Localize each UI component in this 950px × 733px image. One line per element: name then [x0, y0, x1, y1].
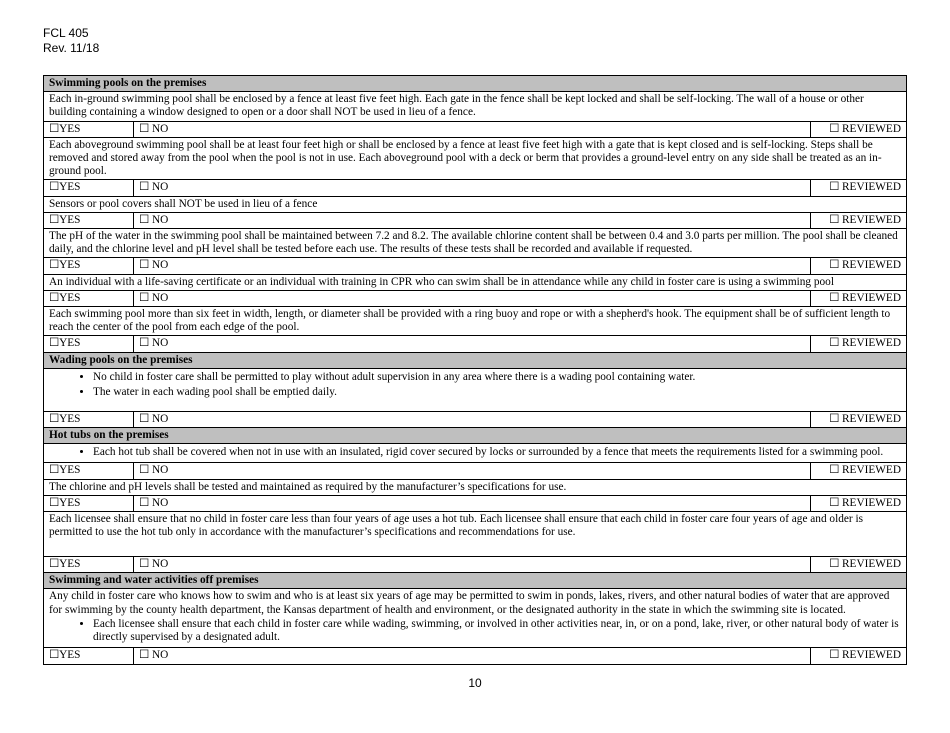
requirement-paragraph: The chlorine and pH levels shall be tested and maintained as required by the manufacturer’s specifications for use.: [49, 480, 567, 493]
requirement-row: [44, 368, 907, 411]
requirement-row: [44, 274, 907, 290]
section-title: Swimming pools on the premises: [44, 76, 907, 92]
reviewed-checkbox[interactable]: ☐ REVIEWED: [810, 336, 906, 352]
section-header-row: [44, 76, 907, 92]
reviewed-checkbox[interactable]: ☐ REVIEWED: [810, 258, 906, 274]
requirement-paragraph: Each licensee shall ensure that no child in foster care less than four years of age uses a hot tub. Each licensee shall ensure that each child in foster care four years of age and older is permitted to use the hot tub only in accordance with the manufacturer’s specifications and recommendations for use.: [49, 513, 863, 539]
yes-checkbox[interactable]: ☐YES: [44, 180, 134, 196]
yes-checkbox[interactable]: ☐YES: [44, 463, 134, 479]
yes-checkbox[interactable]: ☐YES: [44, 648, 134, 664]
requirement-text: [44, 479, 907, 495]
requirement-row: [44, 196, 907, 212]
reviewed-checkbox[interactable]: ☐ REVIEWED: [810, 648, 906, 664]
requirement-bullets: [49, 618, 901, 644]
requirement-text: [44, 137, 907, 180]
yes-checkbox[interactable]: ☐YES: [44, 411, 134, 427]
reviewed-checkbox[interactable]: ☐ REVIEWED: [810, 411, 906, 427]
no-checkbox[interactable]: ☐ NO: [134, 648, 811, 664]
no-checkbox[interactable]: ☐ NO: [134, 557, 811, 573]
requirement-text: [44, 92, 907, 121]
no-checkbox[interactable]: ☐ NO: [134, 212, 811, 228]
requirement-row: [44, 512, 907, 557]
yes-checkbox[interactable]: ☐YES: [44, 336, 134, 352]
requirement-bullet: • Each licensee shall ensure that each child in foster care while wading, swimming, or involved in other activities near, in, or on a pond, lake, river, or other natural body of water is directly supervised by a designated adult.: [93, 618, 901, 644]
checkbox-row: [44, 463, 907, 479]
requirement-row: [44, 444, 907, 463]
requirement-bullets: [49, 446, 901, 459]
section-header-row: [44, 428, 907, 444]
reviewed-checkbox[interactable]: ☐ REVIEWED: [810, 463, 906, 479]
requirement-bullet: • Each hot tub shall be covered when not in use with an insulated, rigid cover secured by locks or surrounded by a fence that meets the requirements listed for a swimming pool.: [93, 446, 901, 459]
no-checkbox[interactable]: ☐ NO: [134, 336, 811, 352]
checkbox-row: [44, 411, 907, 427]
requirement-bullet: • No child in foster care shall be permitted to play without adult supervision in any area where there is a wading pool containing water.: [93, 371, 901, 384]
requirement-bullet: • The water in each wading pool shall be emptied daily.: [93, 386, 901, 399]
checkbox-row: [44, 180, 907, 196]
requirement-row: [44, 589, 907, 648]
requirement-row: [44, 229, 907, 258]
requirement-paragraph: An individual with a life-saving certificate or an individual with training in CPR who can swim shall be in attendance while any child in foster care is using a swimming pool: [49, 275, 834, 288]
requirement-paragraph: Each aboveground swimming pool shall be at least four feet high or shall be enclosed by a fence at least five feet high with a gate that is kept closed and is self-locking. Steps shall be removed and stored away from the pool when the pool is not in use. Each aboveground pool with a deck or berm that provides a ground-level entry on any side shall be treated as an in-ground pool.: [49, 138, 882, 178]
section-title: Hot tubs on the premises: [44, 428, 907, 444]
checkbox-row: [44, 336, 907, 352]
section-title: Wading pools on the premises: [44, 352, 907, 368]
section-header-row: [44, 573, 907, 589]
requirement-paragraph: Each swimming pool more than six feet in width, length, or diameter shall be provided with a ring buoy and rope or with a shepherd's hook. The equipment shall be of sufficient length to reach the center of the pool from each edge of the pool.: [49, 308, 891, 334]
no-checkbox[interactable]: ☐ NO: [134, 463, 811, 479]
no-checkbox[interactable]: ☐ NO: [134, 121, 811, 137]
no-checkbox[interactable]: ☐ NO: [134, 411, 811, 427]
reviewed-checkbox[interactable]: ☐ REVIEWED: [810, 212, 906, 228]
yes-checkbox[interactable]: ☐YES: [44, 495, 134, 511]
checkbox-row: [44, 258, 907, 274]
checkbox-row: [44, 495, 907, 511]
requirement-paragraph: Each in-ground swimming pool shall be enclosed by a fence at least five feet high. Each gate in the fence shall be kept locked and shall be self-locking. The wall of a house or other building containing a window designed to open or a door shall NOT be used in lieu of a fence.: [49, 93, 864, 119]
requirement-text: [44, 512, 907, 557]
reviewed-checkbox[interactable]: ☐ REVIEWED: [810, 180, 906, 196]
requirement-row: [44, 479, 907, 495]
section-title: Swimming and water activities off premises: [44, 573, 907, 589]
requirement-paragraph: Sensors or pool covers shall NOT be used in lieu of a fence: [49, 197, 318, 210]
no-checkbox[interactable]: ☐ NO: [134, 180, 811, 196]
revision-date: Rev. 11/18: [43, 41, 100, 55]
requirement-text: [44, 307, 907, 336]
yes-checkbox[interactable]: ☐YES: [44, 212, 134, 228]
form-id: FCL 405: [43, 26, 89, 40]
requirement-bullets: [49, 371, 901, 399]
document-header: [43, 26, 99, 56]
requirement-text: [44, 444, 907, 463]
requirement-paragraph: The pH of the water in the swimming pool shall be maintained between 7.2 and 8.2. The available chlorine content shall be between 0.4 and 3.0 parts per million. The pool shall be cleaned daily, and the chlorine level and pH level shall be tested before each use. The results of these tests shall be recorded and available if requested.: [49, 230, 898, 256]
reviewed-checkbox[interactable]: ☐ REVIEWED: [810, 495, 906, 511]
requirement-row: [44, 92, 907, 121]
requirement-text: [44, 274, 907, 290]
reviewed-checkbox[interactable]: ☐ REVIEWED: [810, 290, 906, 306]
no-checkbox[interactable]: ☐ NO: [134, 495, 811, 511]
yes-checkbox[interactable]: ☐YES: [44, 557, 134, 573]
requirement-text: [44, 368, 907, 411]
checkbox-row: [44, 557, 907, 573]
yes-checkbox[interactable]: ☐YES: [44, 121, 134, 137]
requirement-text: [44, 589, 907, 648]
requirement-row: [44, 307, 907, 336]
reviewed-checkbox[interactable]: ☐ REVIEWED: [810, 121, 906, 137]
checkbox-row: [44, 290, 907, 306]
requirement-text: [44, 229, 907, 258]
checkbox-row: [44, 648, 907, 664]
checkbox-row: [44, 212, 907, 228]
no-checkbox[interactable]: ☐ NO: [134, 290, 811, 306]
page-number: 10: [468, 676, 482, 690]
requirement-text: [44, 196, 907, 212]
reviewed-checkbox[interactable]: ☐ REVIEWED: [810, 557, 906, 573]
yes-checkbox[interactable]: ☐YES: [44, 290, 134, 306]
requirement-row: [44, 137, 907, 180]
checkbox-row: [44, 121, 907, 137]
no-checkbox[interactable]: ☐ NO: [134, 258, 811, 274]
section-header-row: [44, 352, 907, 368]
checklist-table: [43, 75, 907, 665]
yes-checkbox[interactable]: ☐YES: [44, 258, 134, 274]
requirement-paragraph: Any child in foster care who knows how to swim and who is at least six years of age may be permitted to swim in ponds, lakes, rivers, and other natural bodies of water that are approved for swimming by the county health department, the Kansas department of health and environment, or the designated authority in the state in which the swimming site is located.: [49, 590, 890, 616]
